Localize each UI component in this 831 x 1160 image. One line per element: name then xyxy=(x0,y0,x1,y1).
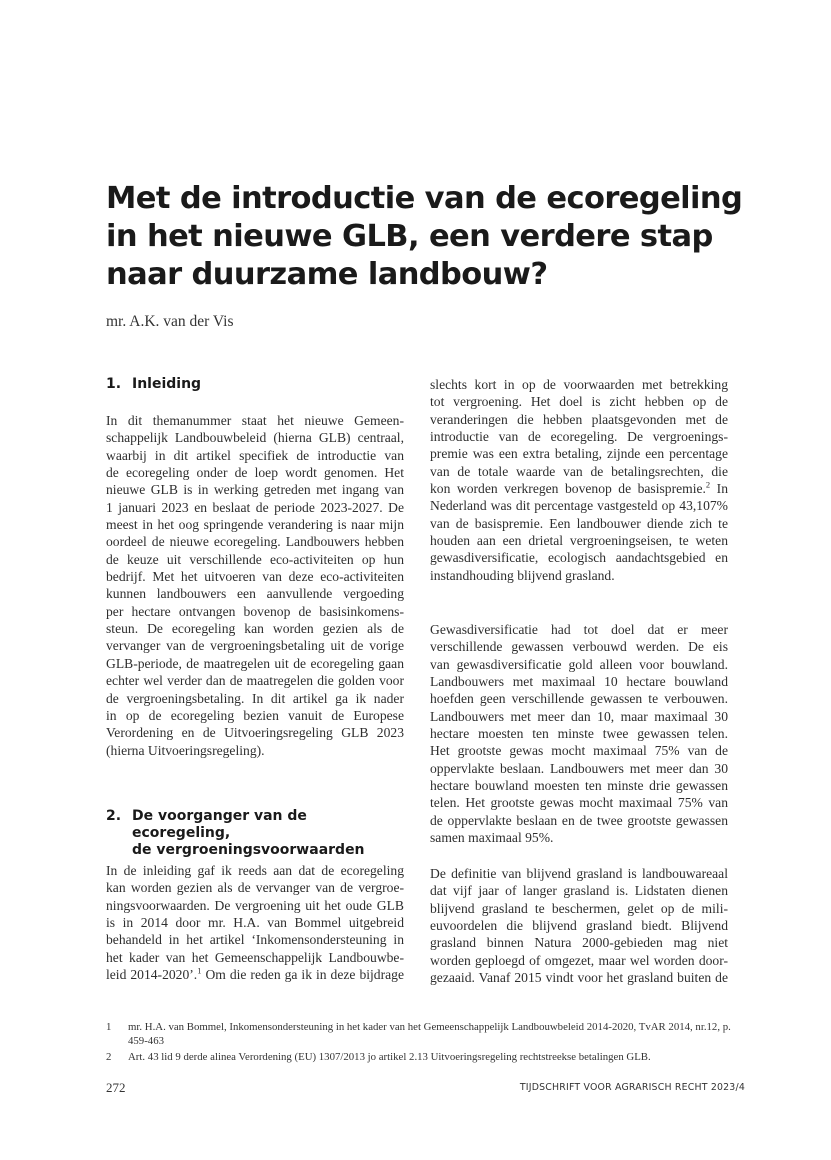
text-line: samen maximaal 95%. xyxy=(430,830,554,846)
text-line: In de inleiding gaf ik reeds aan dat de ecoregeling xyxy=(106,863,404,878)
text-line: nieuwe GLB is in werking getreden met ingang van xyxy=(106,482,404,498)
text-line: de keuze uit verschillende eco-activiteiten op hun xyxy=(106,551,404,567)
title-line: naar duurzame landbouw? xyxy=(106,257,548,292)
paragraph-crop-diversification xyxy=(430,621,728,846)
footnote-reference[interactable]: 2 xyxy=(705,479,711,490)
text-line: de ecoregeling onder de loep wordt genomen. Het xyxy=(106,465,404,481)
text-line: hoefden geen verschillende gewassen te verbouwen. xyxy=(430,691,728,707)
text-line: In dit themanummer staat het nieuwe Gemeen- xyxy=(106,413,404,428)
text-line: oordeel de nieuwe ecoregeling. Landbouwers hebben xyxy=(106,534,404,550)
footnotes xyxy=(106,1020,746,1065)
text-line: Verordening en de Uitvoeringsregeling GLB 2023 xyxy=(106,725,404,741)
title-line: Met de introductie van de ecoregeling xyxy=(106,181,743,216)
article-author: mr. A.K. van der Vis xyxy=(106,313,234,330)
text-line: schappelijk Landbouwbeleid (hierna GLB) centraal, xyxy=(106,430,404,446)
text-line: slechts kort in op de voorwaarden met betrekking xyxy=(430,377,728,392)
text-line: veranderingen die hebben plaatsgevonden met de xyxy=(430,411,728,427)
text-line: dat vijf jaar of langer grasland is. Lidstaten dienen xyxy=(430,883,728,899)
text-fragment: Om die reden ga ik in deze bijdrage xyxy=(201,967,404,983)
text-line: de vergroeningsbetaling. In dit artikel ga ik nader xyxy=(106,690,404,706)
text-line: tot vergroening. Het doel is zicht hebben op de xyxy=(430,394,728,410)
text-line: gewasdiversificatie, ecologisch aandachtsgebied en xyxy=(430,550,728,566)
text-fragment: In xyxy=(710,481,728,497)
text-line: per hectare ontvangen bovenop de basisinkomens- xyxy=(106,603,404,619)
article-title xyxy=(106,180,746,294)
section-heading-1 xyxy=(106,376,406,393)
text-line: behandeld in het artikel ‘Inkomensondersteuning in xyxy=(106,932,404,948)
text-line: gezaaid. Vanaf 2015 vindt voor het grasland buiten de xyxy=(430,970,728,986)
text-line: Nederland was dit percentage vastgesteld op 43,107% xyxy=(430,498,728,514)
text-line: houden aan een drietal vergroeningseisen, te weten xyxy=(430,533,728,549)
text-line: grasland binnen Natura 2000-gebieden mag niet xyxy=(430,935,728,951)
paragraph-predecessor xyxy=(106,862,404,983)
text-line: (hierna Uitvoeringsregeling). xyxy=(106,742,265,758)
text-line: is in 2014 door mr. H.A. van Bommel uitgebreid xyxy=(106,915,404,931)
text-line: vervanger van de vergroeningsbetaling uit de vorige xyxy=(106,638,404,654)
text-line: waarbij in dit artikel specifiek de introductie van xyxy=(106,447,404,463)
paragraph-greening-premium xyxy=(430,376,728,584)
text-line: De definitie van blijvend grasland is landbouwareaal xyxy=(430,866,728,881)
text-line: kunnen landbouwers een aanvullende vergoeding xyxy=(106,586,404,602)
footnote-2 xyxy=(106,1050,746,1064)
text-line: steun. De ecoregeling kan worden gezien als de xyxy=(106,621,404,637)
text-line: van de basispremie. Een landbouwer diende zich te xyxy=(430,515,728,531)
text-line: Gewasdiversificatie had tot doel dat er meer xyxy=(430,622,728,637)
text-line: van gewasdiversificatie gold alleen voor bouwland. xyxy=(430,656,728,672)
footnote-number: 2 xyxy=(106,1050,112,1063)
page-number: 272 xyxy=(106,1080,126,1095)
text-line: bedrijf. Met het uitvoeren van deze eco-activiteiten xyxy=(106,569,404,585)
paragraph-introduction xyxy=(106,412,404,759)
text-line: premie was een extra betaling, zijnde een percentage xyxy=(430,446,728,462)
section-title-line: De voorganger van de ecoregeling, xyxy=(132,808,307,841)
footnote-1 xyxy=(106,1020,746,1049)
section-title-line: de vergroeningsvoorwaarden xyxy=(132,842,365,858)
text-line: introductie van de ecoregeling. De vergroenings- xyxy=(430,429,728,445)
text-line: worden geploegd of omgezet, maar wel worden door- xyxy=(430,952,728,968)
journal-name: TIJDSCHRIFT VOOR AGRARISCH RECHT 2023/4 xyxy=(519,1082,745,1093)
text-line: kan worden gezien als de vervanger van de vergroe- xyxy=(106,880,404,896)
text-line: het kader van het Gemeenschappelijk Landbouwbe- xyxy=(106,949,404,965)
text-fragment: leid 2014-2020’. xyxy=(106,967,198,983)
text-line: instandhouding blijvend grasland. xyxy=(430,567,615,583)
text-line: 1 januari 2023 en beslaat de periode 2023-2027. De xyxy=(106,499,404,515)
text-line: van de totale waarde van de betalingsrechten, die xyxy=(430,463,728,479)
text-line: Landbouwers met meer dan 10, maar maximaal 30 xyxy=(430,708,728,724)
text-line: ningsvoorwaarden. De vergroening uit het oude GLB xyxy=(106,897,404,913)
text-line: blijvend grasland te beschermen, gelet op de mili- xyxy=(430,900,728,916)
text-line: Landbouwers met maximaal 10 hectare bouwland xyxy=(430,674,728,690)
text-line: in op de ecoregeling bezien vanuit de Europese xyxy=(106,707,404,723)
text-line: oppervlakte beslaan. Landbouwers met meer dan 30 xyxy=(430,760,728,776)
footnote-text: Art. 43 lid 9 derde alinea Verordening (EU) 1307/2013 jo artikel 2.13 Uitvoeringsregeling rechtstreekse betalingen GLB. xyxy=(128,1050,651,1063)
title-line: in het nieuwe GLB, een verdere stap xyxy=(106,219,713,254)
text-line: hectare bouwland moesten ten minste drie gewassen xyxy=(430,778,728,794)
section-title: Inleiding xyxy=(132,376,202,392)
text-fragment: kon worden verkregen bovenop de basispremie. xyxy=(430,481,706,497)
text-line: echter wel verder dan de maatregelen die golden voor xyxy=(106,673,404,689)
section-number: 2. xyxy=(106,808,122,824)
text-line: telen. Het grootste gewas mocht maximaal 75% van xyxy=(430,795,728,811)
text-line: de oppervlakte beslaan en de twee grootste gewassen xyxy=(430,812,728,828)
text-line: GLB-periode, de maatregelen uit de ecoregeling gaan xyxy=(106,655,404,671)
footnote-text: mr. H.A. van Bommel, Inkomensondersteuning in het kader van het Gemeenschappelijk Landbouwbeleid 2014-2020, TvAR 2014, nr.12, p. 459-463 xyxy=(128,1021,731,1048)
section-number: 1. xyxy=(106,376,122,392)
paragraph-permanent-grassland xyxy=(430,865,728,986)
footnote-number: 1 xyxy=(106,1021,112,1033)
text-line: Het grootste gewas mocht maximaal 75% van de xyxy=(430,743,728,759)
text-line: hectare moesten ten minste twee gewassen telen. xyxy=(430,726,728,742)
text-line: meest in het oog springende verandering is naar mijn xyxy=(106,517,404,533)
text-line xyxy=(106,966,404,983)
footnote-reference[interactable]: 1 xyxy=(197,965,202,976)
text-line: verschillende gewassen verbouwd werden. De eis xyxy=(430,639,728,655)
section-heading-2 xyxy=(106,808,406,859)
text-line: euvoordelen die blijvend grasland biedt. Blijvend xyxy=(430,918,728,934)
text-line xyxy=(430,480,728,497)
